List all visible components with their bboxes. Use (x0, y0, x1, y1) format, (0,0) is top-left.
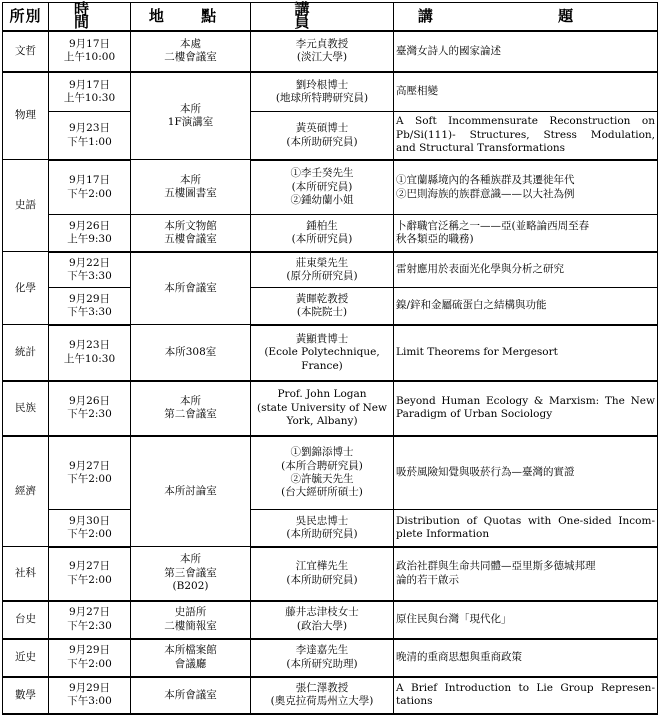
topic-cell: 吸菸風險知覺與吸菸行為—臺灣的實證 (394, 436, 658, 510)
topic-cell: 政治社群與生命共同體—亞里斯多德城邦理 論的若干啟示 (394, 547, 658, 601)
speaker-cell: ①劉錦添博士 (本所合聘研究員) ②許毓天先生 (台大經研所碩士) (251, 436, 394, 510)
lecture-schedule-table (2, 2, 658, 715)
speaker-cell: 李元貞教授 (淡江大學) (251, 31, 394, 72)
place-cell: 史語所 二樓簡報室 (131, 601, 251, 639)
topic-cell: 原住民與台灣「現代化」 (394, 601, 658, 639)
time-cell: 9月23日 下午1:00 (49, 112, 131, 160)
table-row (3, 325, 658, 381)
place-cell: 本所 五樓圖書室 (131, 160, 251, 215)
institute-cell: 近史 (3, 639, 49, 677)
table-row (3, 160, 658, 215)
institute-cell: 史語 (3, 160, 49, 252)
table-row (3, 112, 658, 160)
header-institute: 所別 (3, 3, 49, 31)
speaker-cell: 吳民忠博士 (本所助研究員) (251, 510, 394, 547)
time-cell: 9月27日 下午2:30 (49, 601, 131, 639)
topic-cell: 卜辭職官泛稱之一——亞(並略論西周至春 秋各類亞的職務) (394, 215, 658, 252)
time-cell: 9月29日 下午2:00 (49, 639, 131, 677)
time-cell: 9月27日 下午2:00 (49, 547, 131, 601)
institute-cell: 社科 (3, 547, 49, 601)
table-row (3, 31, 658, 72)
time-cell: 9月17日 上午10:30 (49, 72, 131, 112)
header-place: 地 點 (131, 3, 251, 31)
topic-cell: 鎳/鋅和金屬硫蛋白之結構與功能 (394, 288, 658, 325)
time-cell: 9月26日 下午2:30 (49, 381, 131, 436)
place-cell: 本所文物館 五樓會議室 (131, 215, 251, 252)
time-cell: 9月22日 下午3:30 (49, 252, 131, 288)
institute-cell: 統計 (3, 325, 49, 381)
time-cell: 9月17日 下午2:00 (49, 160, 131, 215)
time-cell: 9月17日 上午10:00 (49, 31, 131, 72)
topic-cell: 晚清的重商思想與重商政策 (394, 639, 658, 677)
institute-cell: 台史 (3, 601, 49, 639)
time-cell: 9月26日 上午9:30 (49, 215, 131, 252)
speaker-cell: 黃暉乾教授 (本院院士) (251, 288, 394, 325)
place-cell: 本所會議室 (131, 677, 251, 714)
topic-cell: Limit Theorems for Mergesort (394, 325, 658, 381)
topic-cell: Beyond Human Ecology & Marxism: The New Paradigm of Urban Sociology (394, 381, 658, 436)
institute-cell: 經濟 (3, 436, 49, 547)
speaker-cell: 莊東榮先生 (原分所研究員) (251, 252, 394, 288)
speaker-cell: 李達嘉先生 (本所研究助理) (251, 639, 394, 677)
speaker-cell: 鍾柏生 (本所研究員) (251, 215, 394, 252)
topic-cell: ①宜蘭縣境內的各種族群及其遷徙年代 ②巴則海族的族群意識——以大社為例 (394, 160, 658, 215)
time-cell: 9月30日 下午2:00 (49, 510, 131, 547)
speaker-cell: 劉玲根博士 (地球所特聘研究員) (251, 72, 394, 112)
place-cell: 本所 第二會議室 (131, 381, 251, 436)
table-row (3, 639, 658, 677)
table-row (3, 677, 658, 714)
place-cell: 本所 1F演講室 (131, 72, 251, 160)
place-cell: 本所討論室 (131, 436, 251, 547)
topic-cell: 臺灣女詩人的國家論述 (394, 31, 658, 72)
table-row (3, 381, 658, 436)
place-cell: 本所308室 (131, 325, 251, 381)
table-row (3, 436, 658, 510)
institute-cell: 民族 (3, 381, 49, 436)
topic-cell: A Brief Introduction to Lie Group Represen- tations (394, 677, 658, 714)
header-row (3, 3, 658, 31)
place-cell: 本所 第三會議室 (B202) (131, 547, 251, 601)
institute-cell: 文哲 (3, 31, 49, 72)
place-cell: 本所檔案館 會議廳 (131, 639, 251, 677)
institute-cell: 數學 (3, 677, 49, 714)
institute-cell: 化學 (3, 252, 49, 325)
speaker-cell: 張仁澤教授 (奧克拉荷馬州立大學) (251, 677, 394, 714)
header-topic: 講 題 (394, 3, 658, 31)
header-time: 時 間 (49, 3, 131, 31)
speaker-cell: 黃顯貴博士 (Ecole Polytechnique, France) (251, 325, 394, 381)
table-row (3, 288, 658, 325)
table-row (3, 252, 658, 288)
speaker-cell: 藤井志津枝女士 (政治大學) (251, 601, 394, 639)
time-cell: 9月27日 下午2:00 (49, 436, 131, 510)
topic-cell: 雷射應用於表面光化學與分析之研究 (394, 252, 658, 288)
header-speaker: 講 員 (251, 3, 394, 31)
time-cell: 9月29日 下午3:00 (49, 677, 131, 714)
institute-cell: 物理 (3, 72, 49, 160)
speaker-cell: 江宜樺先生 (本所助研究員) (251, 547, 394, 601)
time-cell: 9月23日 上午10:30 (49, 325, 131, 381)
table-row (3, 72, 658, 112)
place-cell: 本處 二樓會議室 (131, 31, 251, 72)
table-row (3, 547, 658, 601)
table-row (3, 510, 658, 547)
speaker-cell: 黃英碩博士 (本所助研究員) (251, 112, 394, 160)
table-row (3, 215, 658, 252)
time-cell: 9月29日 下午3:30 (49, 288, 131, 325)
table-row (3, 601, 658, 639)
speaker-cell: Prof. John Logan (state University of New York, Albany) (251, 381, 394, 436)
topic-cell: A Soft Incommensurate Reconstruction on Pb/Si(111)- Structures, Stress Modulation, and Structural Transformations (394, 112, 658, 160)
place-cell: 本所會議室 (131, 252, 251, 325)
topic-cell: Distribution of Quotas with One-sided Incom- plete Information (394, 510, 658, 547)
speaker-cell: ①李壬癸先生 (本所研究員) ②鍾幼蘭小姐 (251, 160, 394, 215)
topic-cell: 高壓相變 (394, 72, 658, 112)
